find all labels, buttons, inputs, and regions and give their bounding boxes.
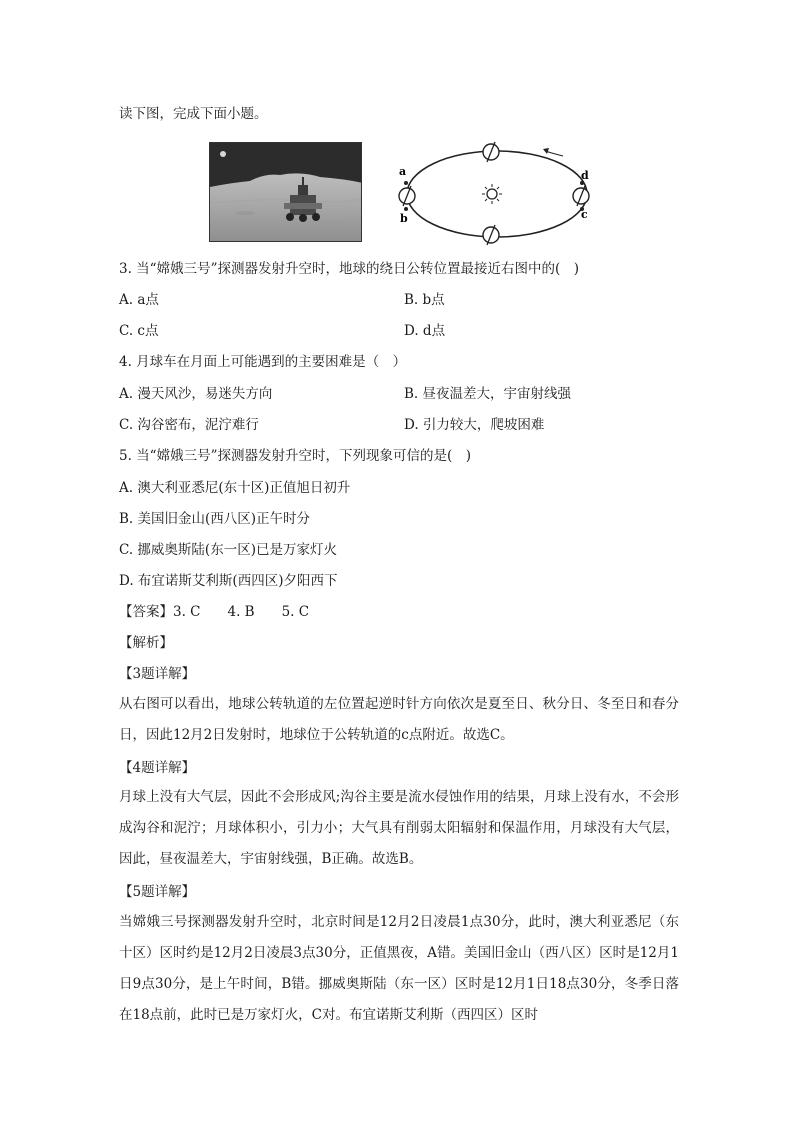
question-4-option-c: C. 沟谷密布，泥泞难行 <box>119 417 259 433</box>
detail-4-text: 月球上没有大气层，因此不会形成风;沟谷主要是流水侵蚀作用的结果，月球上没有水，不会形成沟谷和泥泞；月球体积小，引力小；大气具有削弱太阳辐射和保温作用，月球没有大气层，因此，昼夜温差大，宇宙射线强，B正确。故选B。 <box>119 789 679 867</box>
detail-3-title: 【3题详解】 <box>119 666 196 682</box>
question-3-stem: 3. 当“嫦娥三号”探测器发射升空时，地球的绕日公转位置最接近右图中的( ) <box>119 261 580 277</box>
question-4-option-a: A. 漫天风沙，易迷失方向 <box>119 386 273 402</box>
earth-orbit-diagram <box>395 136 605 250</box>
question-5-option-d: D. 布宜诺斯艾利斯(西四区)夕阳西下 <box>119 573 338 589</box>
orbit-label-d: d <box>581 169 589 182</box>
detail-5-title: 【5题详解】 <box>119 884 196 900</box>
detail-4-title: 【4题详解】 <box>119 760 196 776</box>
answer-line: 【答案】3. C 4. B 5. C <box>119 604 310 620</box>
question-3-option-d: D. d点 <box>404 323 446 339</box>
question-5-option-a: A. 澳大利亚悉尼(东十区)正值旭日初升 <box>119 480 351 496</box>
question-3-option-a: A. a点 <box>119 292 159 308</box>
question-4-stem: 4. 月球车在月面上可能遇到的主要困难是（ ） <box>119 354 407 370</box>
question-4-option-b: B. 昼夜温差大，宇宙射线强 <box>404 386 572 402</box>
orbit-label-c: c <box>581 208 588 221</box>
question-5-option-c: C. 挪威奥斯陆(东一区)已是万家灯火 <box>119 542 337 558</box>
question-4-option-d: D. 引力较大，爬坡困难 <box>404 417 545 433</box>
intro-text: 读下图，完成下面小题。 <box>119 106 268 122</box>
analysis-title: 【解析】 <box>119 635 173 651</box>
sun-icon <box>482 184 502 204</box>
orbit-label-b: b <box>400 212 408 225</box>
question-3-option-c: C. c点 <box>119 323 159 339</box>
question-3-option-b: B. b点 <box>404 292 445 308</box>
orbit-label-a: a <box>399 165 407 178</box>
question-5-option-b: B. 美国旧金山(西八区)正午时分 <box>119 511 311 527</box>
lunar-rover-photo <box>209 142 362 242</box>
question-5-stem: 5. 当“嫦娥三号”探测器发射升空时，下列现象可信的是( ) <box>119 448 472 464</box>
detail-3-text: 从右图可以看出，地球公转轨道的左位置起逆时针方向依次是夏至日、秋分日、冬至日和春分日，因此12月2日发射时，地球位于公转轨道的c点附近。故选C。 <box>119 696 679 743</box>
detail-5-text: 当嫦娥三号探测器发射升空时，北京时间是12月2日凌晨1点30分，此时，澳大利亚悉尼（东十区）区时约是12月2日凌晨3点30分，正值黑夜，A错。美国旧金山（西八区）区时是12月1日9点30分，是上午时间，B错。挪威奥斯陆（东一区）区时是12月1日18点30分，冬季日落在18点前，此时已是万家灯火，C对。布宜诺斯艾利斯（西四区）区时 <box>119 914 679 1023</box>
